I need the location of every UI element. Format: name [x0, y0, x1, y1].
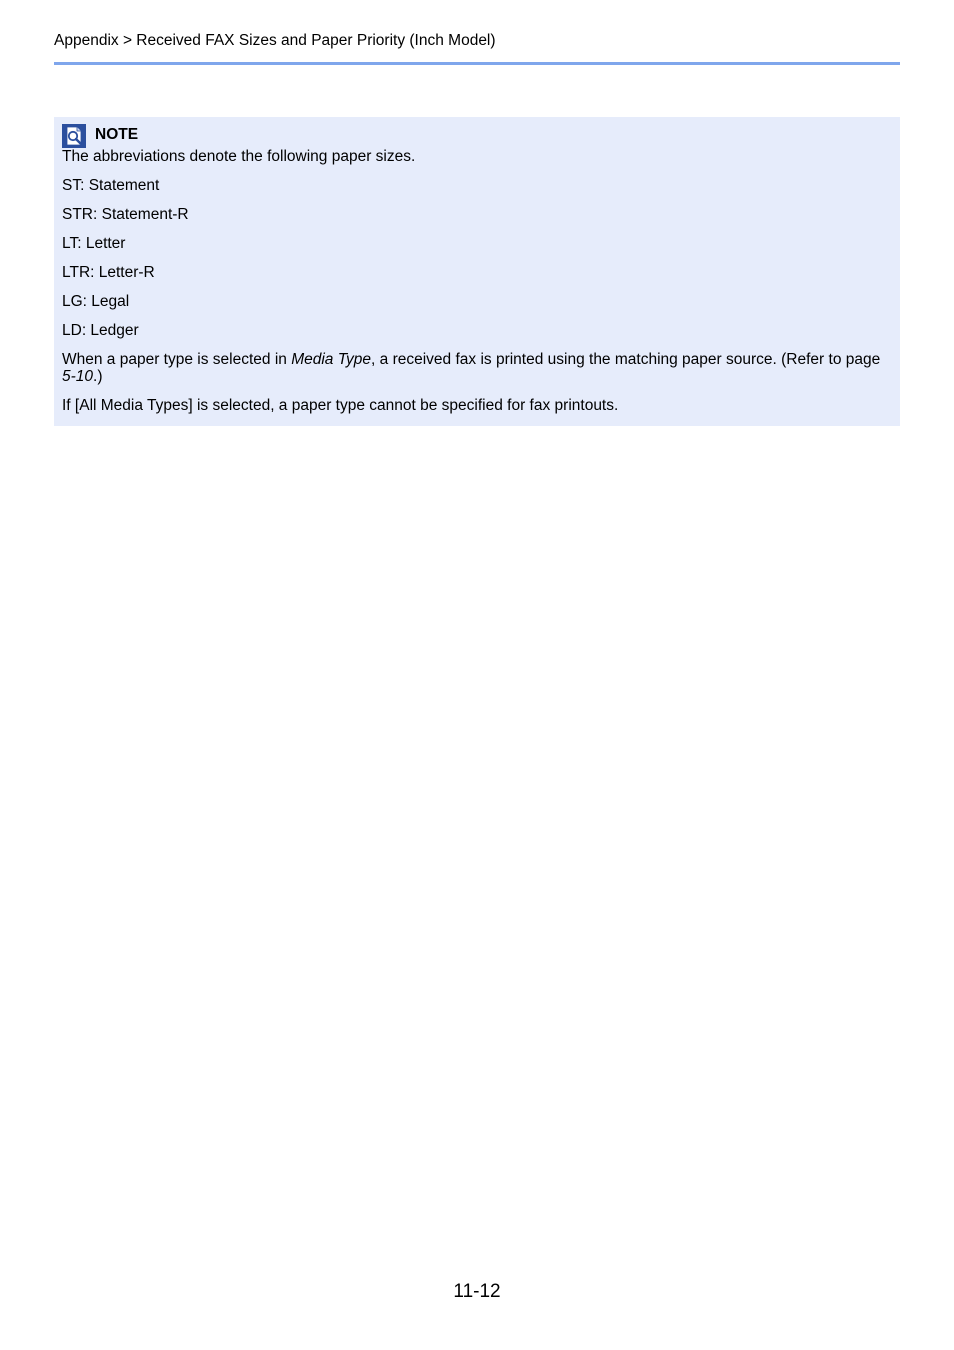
note-box	[54, 117, 900, 426]
page-number: 11-12	[453, 1281, 501, 1302]
media-text-part3: .)	[93, 368, 103, 385]
note-magnifier-icon	[62, 124, 86, 148]
breadcrumb: Appendix > Received FAX Sizes and Paper Priority (Inch Model)	[54, 32, 496, 49]
page-reference-link[interactable]: 5-10	[62, 368, 94, 385]
abbreviation-item: LT: Letter	[62, 235, 126, 252]
note-intro: The abbreviations denote the following paper sizes.	[62, 148, 416, 165]
media-text-part1: When a paper type is selected in	[62, 351, 292, 368]
abbreviation-item: LG: Legal	[62, 293, 130, 310]
media-type-term: Media Type	[291, 351, 372, 368]
note-body	[62, 148, 882, 426]
media-text-part2: , a received fax is printed using the matching paper source. (Refer to page	[371, 351, 881, 368]
abbreviation-item: LD: Ledger	[62, 322, 139, 339]
abbreviation-item: ST: Statement	[62, 177, 160, 194]
all-media-paragraph: If [All Media Types] is selected, a paper type cannot be specified for fax printouts.	[62, 397, 619, 414]
header-divider	[54, 62, 900, 65]
abbreviation-item: LTR: Letter-R	[62, 264, 155, 281]
note-title: NOTE	[95, 126, 139, 143]
media-type-paragraph	[62, 351, 882, 385]
abbreviation-item: STR: Statement-R	[62, 206, 189, 223]
